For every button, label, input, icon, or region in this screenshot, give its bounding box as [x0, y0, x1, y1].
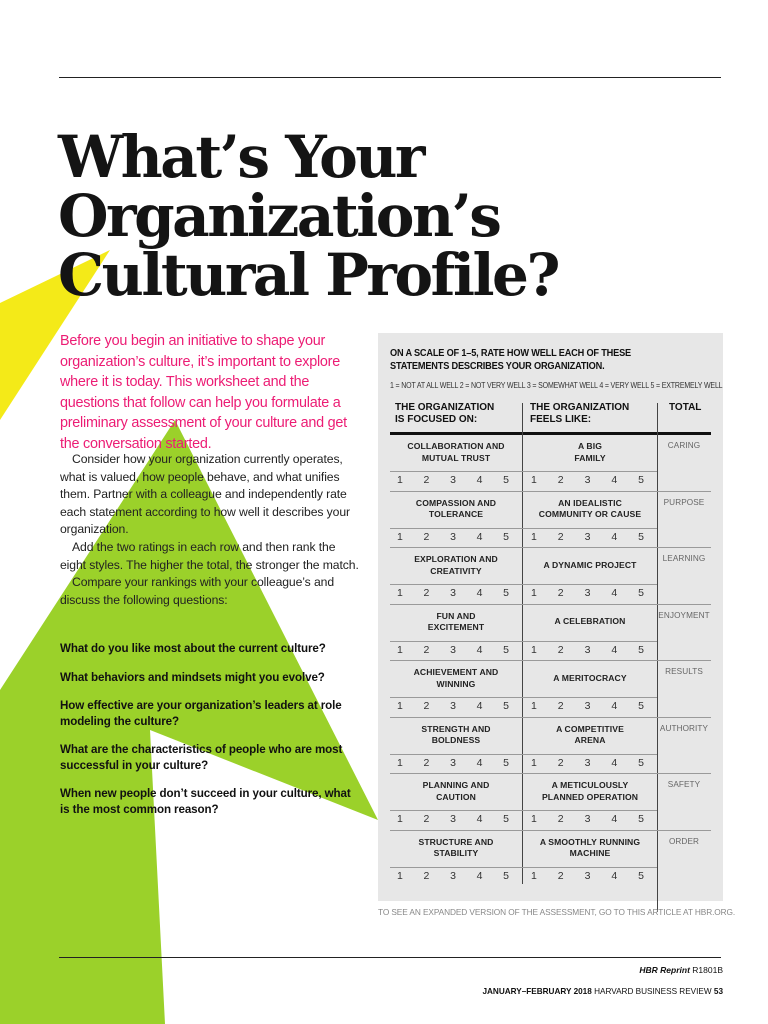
rating-option-2[interactable]: 2	[423, 474, 430, 486]
statement-line: EXCITEMENT	[427, 622, 485, 632]
statement-line: A BIG	[577, 441, 603, 451]
rating-option-3[interactable]: 3	[584, 700, 591, 712]
rating-option-4[interactable]: 4	[611, 756, 618, 769]
rating-option-5[interactable]: 5	[503, 700, 509, 712]
worksheet-title: ON A SCALE OF 1–5, RATE HOW WELL EACH OF THESE STATEMENTS DESCRIBES YOUR ORGANIZATION.	[390, 348, 631, 372]
rating-scale-legend: 1 = NOT AT ALL WELL 2 = NOT VERY WELL 3 = SOMEWHAT WELL 4 = VERY WELL 5 = EXTREMELY WELL	[390, 381, 723, 390]
statement-line: AN IDEALISTIC	[558, 497, 622, 508]
feels-like-statement	[523, 435, 657, 470]
focus-statement-text	[407, 441, 504, 464]
total-style-label: RESULTS	[665, 667, 703, 676]
rating-option-1[interactable]: 1	[397, 643, 403, 656]
total-style-label: PURPOSE	[663, 497, 705, 507]
total-style-label: LEARNING	[662, 554, 706, 563]
rating-option-3[interactable]: 3	[584, 587, 591, 599]
row-divider	[390, 584, 657, 585]
row-divider	[390, 810, 657, 811]
rating-option-1[interactable]: 1	[397, 530, 403, 543]
rating-option-3[interactable]: 3	[450, 474, 456, 486]
focus-rating-scale	[397, 587, 509, 599]
rating-option-1[interactable]: 1	[531, 530, 537, 543]
rating-option-2[interactable]: 2	[557, 869, 564, 882]
statement-line: PLANNING AND	[422, 780, 490, 790]
total-style-label: AUTHORITY	[659, 723, 709, 733]
feels-like-rating-scale	[531, 870, 644, 882]
rating-option-2[interactable]: 2	[423, 530, 430, 543]
rating-option-4[interactable]: 4	[611, 474, 618, 486]
rating-option-5[interactable]: 5	[638, 756, 644, 769]
rating-option-2[interactable]: 2	[557, 530, 564, 543]
statement-line: MACHINE	[569, 848, 611, 858]
statement-line: CREATIVITY	[430, 565, 482, 576]
question: What do you like most about the current culture?	[60, 642, 326, 655]
rating-option-2[interactable]: 2	[557, 587, 564, 599]
focus-rating-scale	[397, 531, 509, 543]
total-style-label: ORDER	[668, 836, 700, 846]
rating-option-3[interactable]: 3	[584, 474, 591, 486]
statement-line: FUN AND	[436, 610, 476, 621]
feels-like-statement-text	[542, 780, 638, 803]
statement-line: EXPLORATION AND	[414, 554, 498, 564]
statement-line: ACHIEVEMENT AND	[413, 667, 499, 677]
rating-option-4[interactable]: 4	[476, 813, 483, 825]
question: What behaviors and mindsets might you evolve?	[60, 670, 325, 684]
feels-like-statement-text	[574, 441, 605, 464]
rating-option-1[interactable]: 1	[397, 587, 403, 599]
rating-option-5[interactable]: 5	[503, 474, 509, 486]
rating-option-3[interactable]: 3	[450, 643, 456, 656]
rating-option-3[interactable]: 3	[584, 813, 591, 825]
statement-line: A DYNAMIC PROJECT	[543, 559, 637, 570]
statement-line: CAUTION	[436, 791, 476, 802]
focus-statement	[390, 435, 522, 470]
rating-option-5[interactable]: 5	[503, 643, 509, 656]
statement-line: BOLDNESS	[431, 735, 481, 745]
rating-option-2[interactable]: 2	[423, 756, 430, 769]
rating-option-4[interactable]: 4	[476, 587, 483, 599]
rating-option-5[interactable]: 5	[638, 474, 644, 486]
rating-option-1[interactable]: 1	[397, 813, 403, 825]
rating-option-5[interactable]: 5	[503, 587, 509, 599]
focus-statement-text	[423, 780, 490, 803]
expanded-version-note: TO SEE AN EXPANDED VERSION OF THE ASSESSMENT, GO TO THIS ARTICLE AT HBR.ORG.	[378, 907, 736, 917]
rating-option-2[interactable]: 2	[557, 474, 564, 486]
top-rule	[59, 77, 721, 78]
rating-option-2[interactable]: 2	[423, 643, 430, 656]
statement-line: PLANNED OPERATION	[541, 791, 639, 802]
page-title	[58, 123, 718, 309]
rating-option-2[interactable]: 2	[557, 643, 564, 656]
rating-option-4[interactable]: 4	[611, 587, 618, 599]
feels-like-statement	[523, 492, 657, 527]
statement-line: A MERITOCRACY	[553, 672, 627, 683]
feels-like-rating-scale	[531, 587, 644, 599]
rating-option-3[interactable]: 3	[450, 756, 456, 769]
feels-like-statement-text	[554, 616, 625, 628]
rating-option-2[interactable]: 2	[557, 756, 564, 769]
rating-option-3[interactable]: 3	[584, 643, 591, 656]
rating-option-2[interactable]: 2	[557, 700, 564, 712]
focus-rating-scale	[397, 813, 509, 825]
focus-statement-text	[414, 667, 499, 690]
rating-option-4[interactable]: 4	[611, 643, 618, 656]
rating-option-5[interactable]: 5	[503, 869, 509, 882]
feels-like-rating-scale	[531, 813, 644, 825]
assessment-worksheet	[378, 333, 723, 901]
body-text	[60, 451, 360, 609]
body-paragraph: Compare your rankings with your colleague’s and discuss the following questions:	[60, 575, 334, 607]
feels-like-statement-text	[539, 498, 641, 521]
focus-rating-scale	[397, 870, 509, 882]
feels-like-statement	[523, 774, 657, 809]
feels-like-rating-scale	[531, 644, 644, 656]
rating-option-1[interactable]: 1	[531, 813, 537, 825]
footer-issue: JANUARY–FEBRUARY 2018	[482, 987, 592, 996]
reprint-code: R1801B	[692, 965, 723, 975]
focus-statement-text	[428, 611, 484, 634]
footer-publication: HARVARD BUSINESS REVIEW	[594, 987, 712, 996]
focus-rating-scale	[397, 644, 509, 656]
feels-like-statement	[523, 605, 657, 640]
rating-option-3[interactable]: 3	[450, 869, 456, 882]
row-divider	[390, 641, 657, 642]
body-paragraph: Consider how your organization currently operates, what is valued, how people behave, and what unifies them. Partner with a colleague and independently rate each statement according to how well it describes your organization.	[60, 452, 350, 537]
focus-statement	[390, 548, 522, 583]
rating-option-4[interactable]: 4	[476, 530, 483, 543]
focus-statement	[390, 492, 522, 527]
body-paragraph: Add the two ratings in each row and then rank the eight styles. The higher the total, the stronger the match.	[60, 539, 359, 572]
feels-like-statement	[523, 718, 657, 753]
statement-line: A SMOOTHLY RUNNING	[539, 836, 641, 847]
rating-option-4[interactable]: 4	[611, 700, 618, 712]
feels-like-statement	[523, 661, 657, 696]
statement-line: TOLERANCE	[428, 509, 484, 519]
statement-line: COLLABORATION AND	[407, 441, 505, 451]
statement-line: STRENGTH AND	[421, 723, 491, 734]
feels-like-rating-scale	[531, 474, 644, 486]
rating-option-2[interactable]: 2	[423, 813, 430, 825]
statement-line: FAMILY	[574, 452, 606, 463]
focus-statement	[390, 718, 522, 753]
row-divider	[390, 697, 657, 698]
rating-option-1[interactable]: 1	[397, 700, 403, 712]
statement-line: ARENA	[574, 735, 606, 745]
statement-line: A COMPETITIVE	[556, 723, 624, 734]
rating-option-3[interactable]: 3	[584, 756, 591, 769]
rating-option-4[interactable]: 4	[476, 643, 483, 656]
focus-statement	[390, 774, 522, 809]
row-divider	[390, 471, 657, 472]
rating-option-4[interactable]: 4	[476, 756, 483, 769]
page-footer	[482, 987, 723, 996]
column-header-total: TOTAL	[669, 402, 702, 413]
column-divider	[522, 403, 523, 884]
feels-like-rating-scale	[531, 700, 644, 712]
rating-option-1[interactable]: 1	[531, 643, 537, 656]
statement-line: MUTUAL TRUST	[421, 452, 491, 463]
rating-option-4[interactable]: 4	[611, 869, 618, 882]
focus-statement	[390, 831, 522, 866]
statement-line: A CELEBRATION	[554, 616, 626, 627]
statement-line: A METICULOUSLY	[551, 780, 629, 790]
bottom-rule	[59, 957, 721, 958]
focus-statement-text	[416, 498, 496, 521]
discussion-questions	[60, 641, 360, 830]
column-header-feels-like	[530, 402, 629, 426]
rating-option-5[interactable]: 5	[503, 813, 509, 825]
statement-line: WINNING	[436, 678, 476, 689]
feels-like-statement	[523, 831, 657, 866]
rating-option-4[interactable]: 4	[476, 474, 483, 486]
rating-option-5[interactable]: 5	[638, 643, 644, 656]
focus-rating-scale	[397, 700, 509, 712]
feels-like-statement-text	[540, 837, 640, 860]
rating-option-3[interactable]: 3	[450, 530, 456, 543]
rating-option-5[interactable]: 5	[638, 813, 644, 825]
reprint-label	[639, 965, 723, 975]
feels-like-rating-scale	[531, 757, 644, 769]
rating-option-1[interactable]: 1	[531, 756, 537, 769]
rating-option-1[interactable]: 1	[531, 869, 537, 882]
statement-line: COMMUNITY OR CAUSE	[538, 509, 642, 519]
column-header-focused-on	[395, 402, 494, 426]
rating-option-5[interactable]: 5	[503, 756, 509, 769]
rating-option-2[interactable]: 2	[423, 587, 430, 599]
rating-option-1[interactable]: 1	[397, 869, 403, 882]
focus-statement	[390, 605, 522, 640]
rating-option-3[interactable]: 3	[450, 813, 456, 825]
feels-like-rating-scale	[531, 531, 644, 543]
column-header-line: IS FOCUSED ON:	[395, 414, 478, 425]
rating-option-5[interactable]: 5	[638, 587, 644, 599]
page-number: 53	[713, 987, 723, 996]
feels-like-statement-text	[556, 724, 624, 747]
question: When new people don’t succeed in your culture, what is the most common reason?	[60, 787, 351, 816]
rating-option-3[interactable]: 3	[584, 530, 591, 543]
total-style-label: SAFETY	[667, 780, 701, 789]
total-style-label: CARING	[667, 441, 701, 450]
rating-option-5[interactable]: 5	[503, 530, 509, 543]
rating-option-3[interactable]: 3	[584, 869, 591, 882]
statement-line: STABILITY	[433, 848, 479, 858]
focus-rating-scale	[397, 474, 509, 486]
rating-option-1[interactable]: 1	[531, 700, 537, 712]
intro-paragraph: Before you begin an initiative to shape your organization’s culture, it’s important to explore where it is today. This worksheet and the questions that follow can help you formulate a preliminary assessment of your culture and get the conversation started.	[60, 333, 347, 452]
statement-line: STRUCTURE AND	[418, 836, 494, 847]
question: What are the characteristics of people who are most successful in your culture?	[60, 743, 343, 772]
rating-option-5[interactable]: 5	[638, 869, 644, 882]
rating-option-3[interactable]: 3	[450, 700, 456, 712]
focus-statement-text	[414, 554, 498, 577]
statement-line: COMPASSION AND	[415, 497, 497, 508]
rating-option-2[interactable]: 2	[423, 869, 430, 882]
feels-like-statement	[523, 548, 657, 583]
rating-option-1[interactable]: 1	[531, 587, 537, 599]
title-line: Organization’s	[58, 182, 500, 250]
rating-option-1[interactable]: 1	[397, 756, 403, 769]
row-divider	[390, 754, 657, 755]
question: How effective are your organization’s leaders at role modeling the culture?	[60, 699, 342, 728]
focus-statement-text	[419, 837, 494, 860]
title-line: What’s Your	[58, 123, 423, 191]
row-divider	[390, 867, 657, 868]
rating-option-1[interactable]: 1	[531, 474, 537, 486]
title-line: Cultural Profile?	[58, 241, 558, 309]
rating-option-5[interactable]: 5	[638, 530, 644, 543]
total-style-label: ENJOYMENT	[658, 610, 710, 620]
column-header-line: FEELS LIKE:	[530, 414, 592, 425]
focus-statement-text	[421, 724, 490, 747]
column-header-line: THE ORGANIZATION	[395, 402, 495, 413]
row-divider	[390, 528, 657, 529]
rating-option-4[interactable]: 4	[476, 869, 483, 882]
rating-option-4[interactable]: 4	[611, 530, 618, 543]
column-header-line: THE ORGANIZATION	[530, 402, 630, 413]
reprint-title: HBR Reprint	[639, 965, 690, 975]
rating-option-4[interactable]: 4	[611, 813, 618, 825]
feels-like-statement-text	[553, 673, 626, 685]
rating-option-4[interactable]: 4	[476, 700, 483, 712]
focus-statement	[390, 661, 522, 696]
rating-option-2[interactable]: 2	[423, 700, 430, 712]
rating-option-2[interactable]: 2	[557, 813, 564, 825]
focus-rating-scale	[397, 757, 509, 769]
rating-option-5[interactable]: 5	[638, 700, 644, 712]
rating-option-3[interactable]: 3	[450, 587, 456, 599]
rating-option-1[interactable]: 1	[397, 474, 403, 486]
feels-like-statement-text	[543, 560, 636, 572]
